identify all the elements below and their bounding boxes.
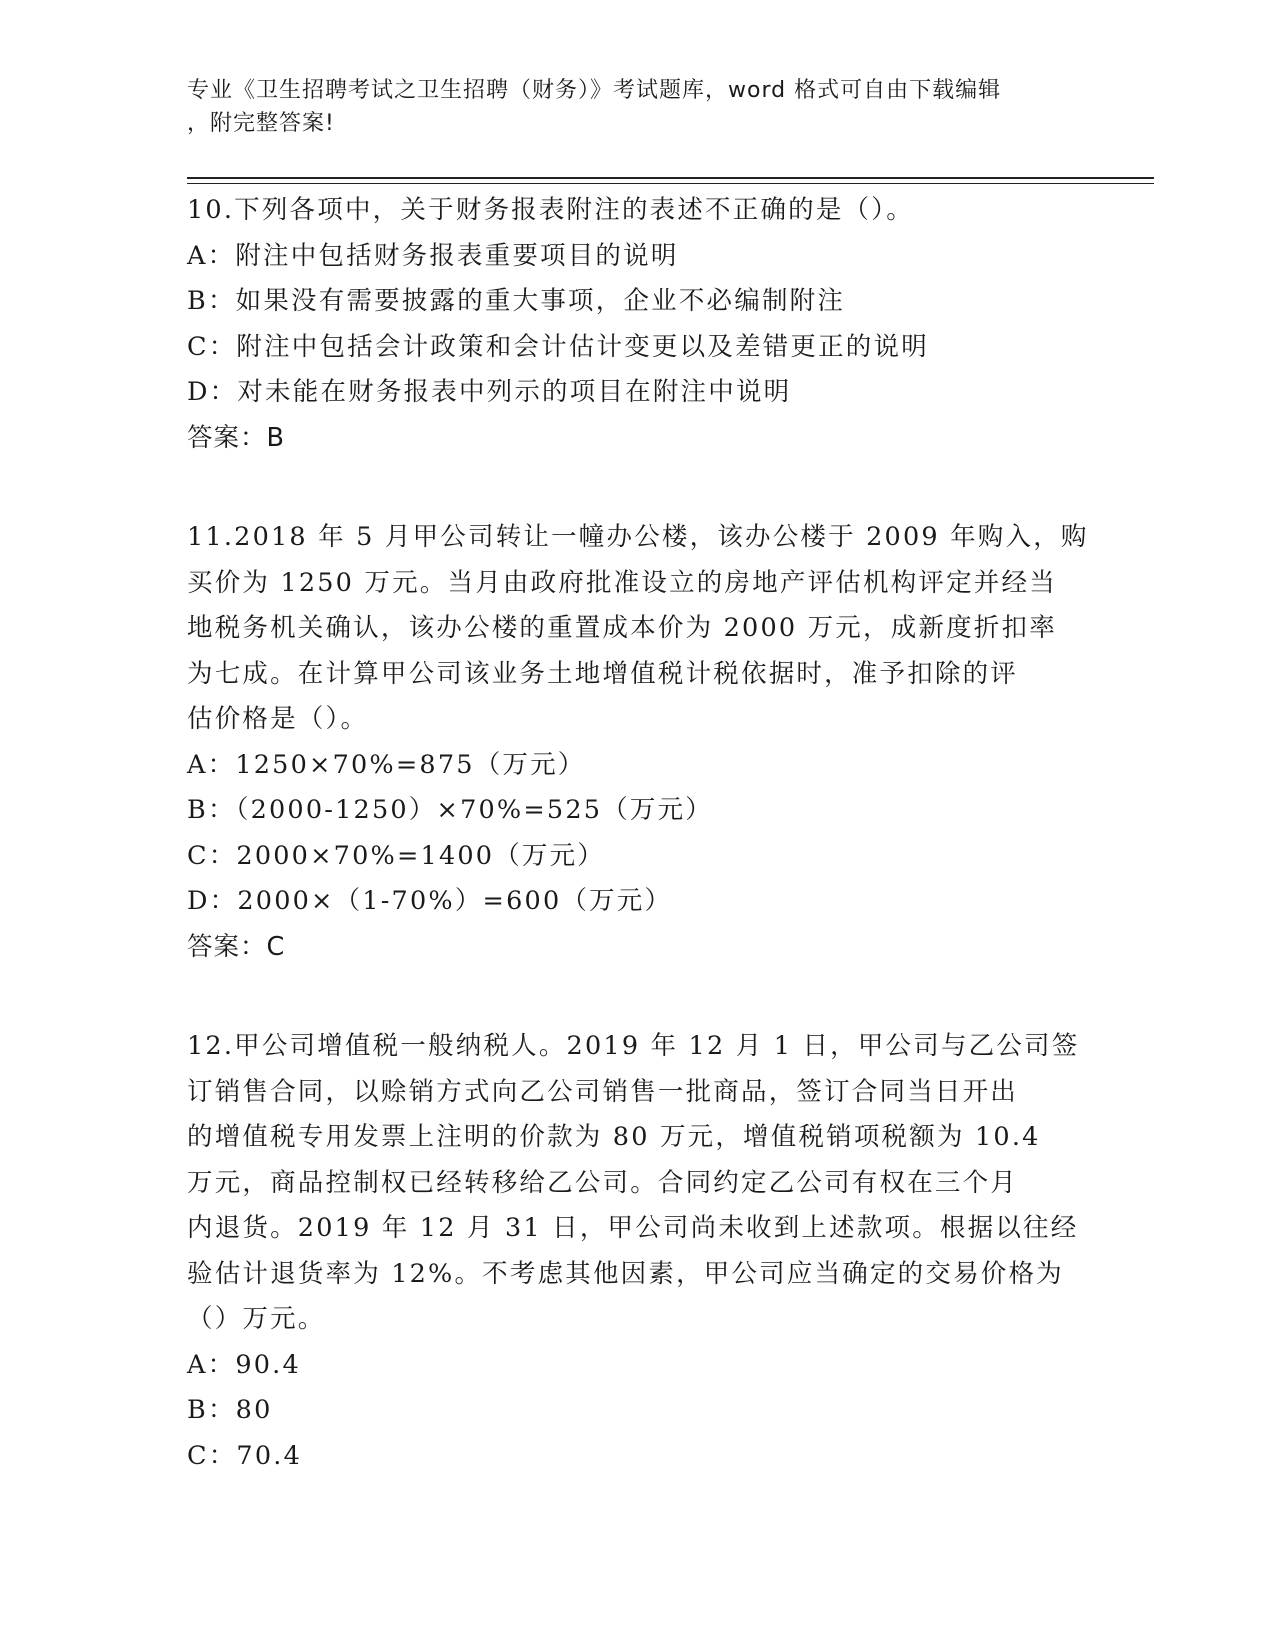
answer-line: 答案：B <box>187 422 285 453</box>
option-a: A：附注中包括财务报表重要项目的说明 <box>187 240 679 271</box>
answer-line: 答案：C <box>187 931 286 962</box>
question-stem <box>187 1024 1087 1343</box>
stem-line: 10.下列各项中，关于财务报表附注的表述不正确的是（）。 <box>187 195 914 225</box>
stem-line: 万元，商品控制权已经转移给乙公司。合同约定乙公司有权在三个月 <box>187 1167 1019 1198</box>
stem-line: 估价格是（）。 <box>187 704 369 734</box>
stem-line: 验估计退货率为 12%。不考虑其他因素，甲公司应当确定的交易价格为 <box>187 1258 1064 1289</box>
option-d: D：2000×（1-70%）=600（万元） <box>187 886 673 916</box>
stem-line: （）万元。 <box>187 1304 326 1334</box>
option-d: D：对未能在财务报表中列示的项目在附注中说明 <box>187 377 792 407</box>
option-b: B：（2000-1250）×70%=525（万元） <box>187 795 713 825</box>
question-12 <box>187 1024 1087 1479</box>
stem-line: 12.甲公司增值税一般纳税人。2019 年 12 月 1 日，甲公司与乙公司签 <box>187 1031 1080 1061</box>
option-a: A：90.4 <box>187 1349 301 1380</box>
option-c: C：70.4 <box>187 1440 302 1471</box>
question-10 <box>187 188 1087 461</box>
stem-line: 订销售合同，以赊销方式向乙公司销售一批商品，签订合同当日开出 <box>187 1076 1019 1107</box>
header-line-1: 专业《卫生招聘考试之卫生招聘（财务）》考试题库，word 格式可自由下载编辑 <box>187 78 1002 103</box>
header-line-2: ，附完整答案! <box>187 111 335 136</box>
stem-line: 为七成。在计算甲公司该业务土地增值税计税依据时，准予扣除的评 <box>187 658 1019 689</box>
question-stem <box>187 188 1087 234</box>
question-list <box>187 188 1087 1479</box>
header-divider-thin <box>187 183 1154 184</box>
stem-line: 买价为 1250 万元。当月由政府批准设立的房地产评估机构评定并经当 <box>187 567 1057 598</box>
option-b: B：80 <box>187 1395 273 1425</box>
option-a: A：1250×70%=875（万元） <box>187 749 586 780</box>
stem-line: 地税务机关确认，该办公楼的重置成本价为 2000 万元，成新度折扣率 <box>187 613 1057 643</box>
stem-line: 内退货。2019 年 12 月 31 日，甲公司尚未收到上述款项。根据以往经 <box>187 1213 1079 1243</box>
question-11 <box>187 515 1087 970</box>
option-c: C：2000×70%=1400（万元） <box>187 840 606 871</box>
option-c: C：附注中包括会计政策和会计估计变更以及差错更正的说明 <box>187 331 929 362</box>
document-header <box>187 74 1077 140</box>
header-divider-thick <box>187 177 1154 179</box>
option-b: B：如果没有需要披露的重大事项，企业不必编制附注 <box>187 286 846 316</box>
question-stem <box>187 515 1087 743</box>
stem-line: 11.2018 年 5 月甲公司转让一幢办公楼，该办公楼于 2009 年购入，购 <box>187 522 1089 552</box>
stem-line: 的增值税专用发票上注明的价款为 80 万元，增值税销项税额为 10.4 <box>187 1122 1041 1152</box>
